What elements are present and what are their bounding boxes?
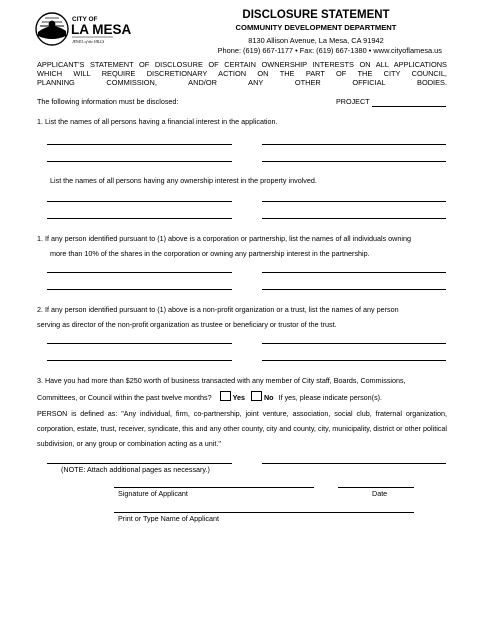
answer-line[interactable] [47, 161, 232, 162]
answer-line[interactable] [47, 144, 232, 145]
department-address: 8130 Allison Avenue, La Mesa, CA 91942 [248, 36, 384, 45]
answer-line[interactable] [47, 343, 232, 344]
logo-name: LA MESA [71, 22, 132, 37]
attach-note: (NOTE: Attach additional pages as necessary.) [61, 465, 210, 474]
question-4-after: If yes, please indicate person(s). [278, 393, 383, 402]
project-label: PROJECT [336, 97, 370, 106]
print-name-field[interactable] [114, 512, 414, 513]
print-name-label: Print or Type Name of Applicant [118, 514, 219, 523]
department-name: COMMUNITY DEVELOPMENT DEPARTMENT [235, 23, 397, 32]
intro-line-3: PLANNING COMMISSION, AND/OR ANY OTHER OFFICIAL BODIES. [37, 78, 447, 88]
question-2-line-2: more than 10% of the shares in the corporation or owning any partnership interest in the partnership. [50, 249, 370, 258]
person-definition: PERSON is defined as: "Any individual, firm, co-partnership, joint venture, association, social club, fraternal organization, corporation, estate, trust, receiver, syndicate, this and any other county, city and county, city, municipality, district or other political subdivision, or any group or combination acting as a unit." [37, 409, 447, 448]
logo-city-of: CITY OF [72, 16, 98, 23]
question-1: 1. List the names of all persons having a financial interest in the application. [37, 117, 278, 126]
date-label: Date [372, 489, 388, 498]
question-3-line-1: 2. If any person identified pursuant to (1) above is a non-profit organization or a trust, list the names of any person [37, 305, 399, 314]
question-1b: List the names of all persons having any ownership interest in the property involved. [50, 176, 317, 185]
no-checkbox[interactable] [251, 391, 262, 401]
answer-line[interactable] [262, 463, 446, 464]
yes-label: Yes [232, 393, 245, 402]
intro-line-2: WHICH WILL REQUIRE DISCRETIONARY ACTION ON THE PART OF THE CITY COUNCIL, [37, 69, 447, 79]
answer-line[interactable] [262, 360, 446, 361]
question-3-line-2: serving as director of the non-profit organization as trustee or beneficiary or trustor of the trust. [37, 320, 337, 329]
answer-line[interactable] [47, 201, 232, 202]
intro-line-1: APPLICANT'S STATEMENT OF DISCLOSURE OF CERTAIN OWNERSHIP INTERESTS ON ALL APPLICATIONS [37, 60, 447, 69]
answer-line[interactable] [47, 218, 232, 219]
logo-tagline: JEWEL of the HILLS [72, 40, 105, 44]
signature-field[interactable] [114, 487, 314, 488]
la-mesa-logo [35, 12, 135, 46]
question-4-line-1: 3. Have you had more than $250 worth of business transacted with any member of City staff, Boards, Commissions, [37, 376, 406, 385]
question-4-text: Committees, or Council within the past twelve months? [37, 393, 212, 402]
answer-line[interactable] [262, 161, 446, 162]
date-field[interactable] [338, 487, 414, 488]
question-4-line-2 [37, 391, 382, 402]
question-2-line-1: 1. If any person identified pursuant to (1) above is a corporation or partnership, list the names of all individuals owning [37, 234, 411, 243]
answer-line[interactable] [262, 272, 446, 273]
signature-label: Signature of Applicant [118, 489, 188, 498]
must-disclose-label: The following information must be disclosed: [37, 97, 179, 106]
answer-line[interactable] [262, 144, 446, 145]
page-title: DISCLOSURE STATEMENT [242, 9, 390, 21]
answer-line[interactable] [262, 289, 446, 290]
answer-line[interactable] [47, 463, 232, 464]
answer-line[interactable] [262, 201, 446, 202]
answer-line[interactable] [47, 289, 232, 290]
answer-line[interactable] [47, 360, 232, 361]
answer-line[interactable] [262, 218, 446, 219]
project-field[interactable] [372, 106, 446, 107]
no-label: No [263, 393, 274, 402]
yes-checkbox[interactable] [220, 391, 231, 401]
intro-statement [37, 60, 447, 88]
contact-info: Phone: (619) 667-1177 • Fax: (619) 667-1380 • www.cityoflamesa.us [217, 46, 442, 55]
answer-line[interactable] [262, 343, 446, 344]
answer-line[interactable] [47, 272, 232, 273]
